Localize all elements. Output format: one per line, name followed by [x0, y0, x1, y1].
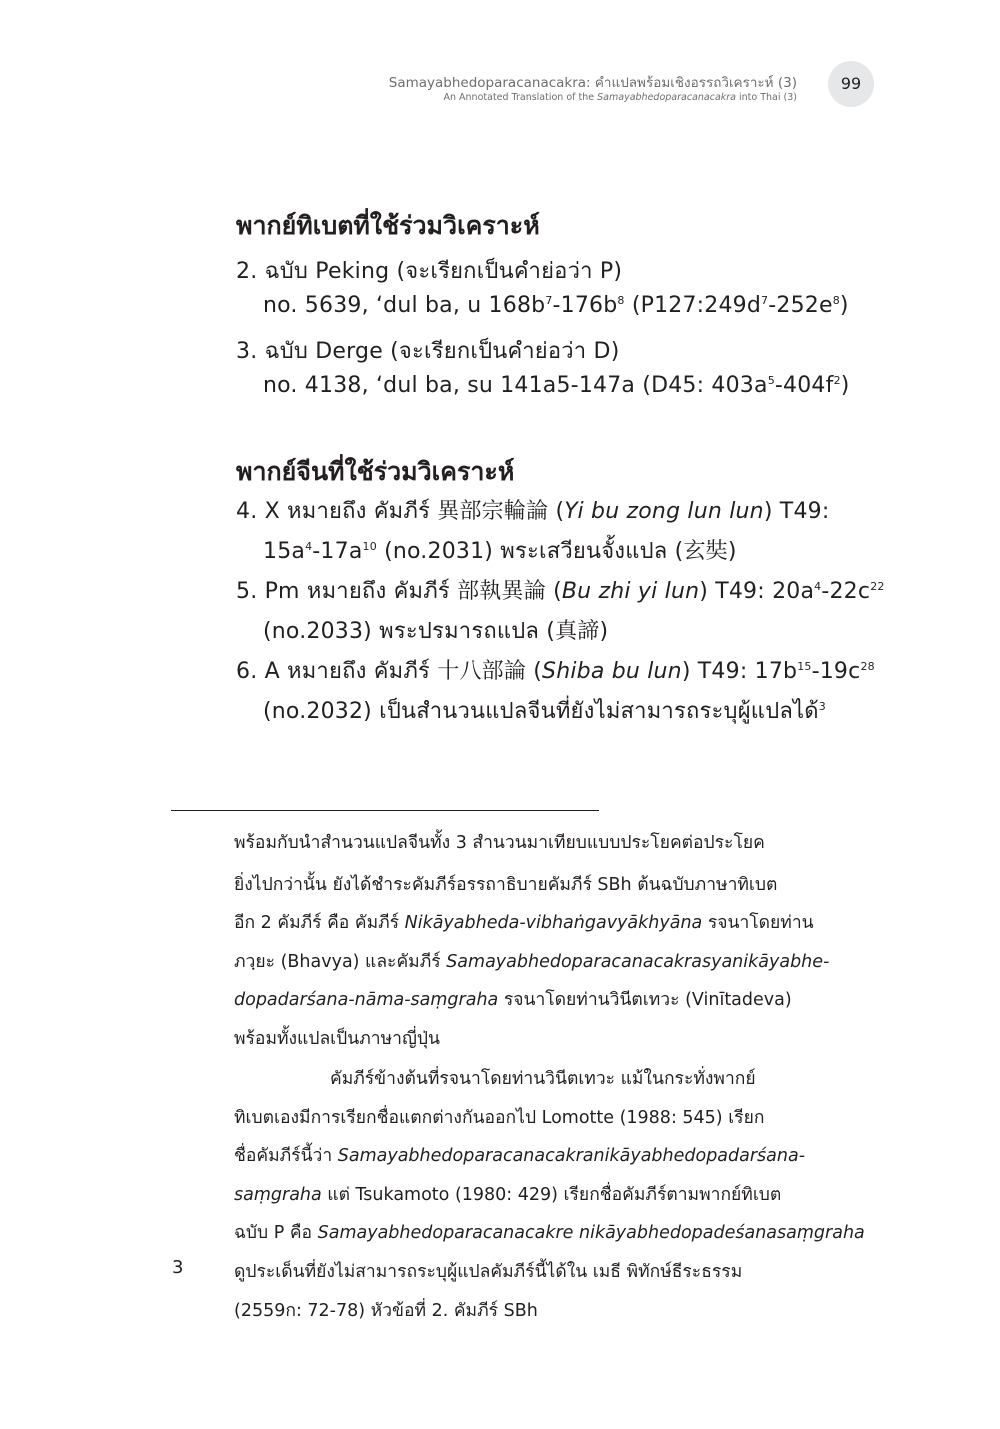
footnote-line: dopadarśana-nāma-saṃgraha รจนาโดยท่านวินีตเทวะ (Vinītadeva)	[234, 990, 792, 1010]
footnote-line: (2559ก: 72-78) หัวข้อที่ 2. คัมภีร์ SBh	[234, 1301, 538, 1321]
footnote-line: ทิเบตเองมีการเรียกชื่อแตกต่างกันออกไป Lomotte (1988: 545) เรียก	[234, 1108, 765, 1128]
footnote-line: ชื่อคัมภีร์นี้ว่า Samayabhedoparacanacakranikāyabhedopadarśana-	[234, 1146, 806, 1166]
item-5-pm-line2: (no.2033) พระปรมารถแปล (真諦)	[263, 619, 609, 644]
item-6-a-line1: 6. A หมายถึง คัมภีร์ 十八部論 (Shiba bu lun) T49: $17b^{15}-19c^{28}$	[236, 659, 875, 684]
footnote-line: ดูประเด็นที่ยังไม่สามารถระบุผู้แปลคัมภีร์นี้ได้ใน เมธี พิทักษ์ธีระธรรม	[234, 1262, 743, 1282]
chinese-section-heading: พากย์จีนที่ใช้ร่วมวิเคราะห์	[236, 457, 515, 486]
footnote-line: พร้อมทั้งแปลเป็นภาษาญี่ปุ่น	[234, 1029, 440, 1049]
footnote-line: ฉบับ P คือ Samayabhedoparacanacakre nikāyabhedopadeśanasaṃgraha	[234, 1223, 865, 1243]
footnote-line: อีก 2 คัมภีร์ คือ คัมภีร์ Nikāyabheda-vibhaṅgavyākhyāna รจนาโดยท่าน	[234, 913, 814, 933]
running-header-english: An Annotated Translation of the Samayabhedoparacanacakra into Thai (3)	[443, 92, 797, 103]
footnote-line: พร้อมกับนำสำนวนแปลจีนทั้ง 3 สำนวนมาเทียบแบบประโยคต่อประโยค	[234, 833, 765, 853]
item-2-peking-title: 2. ฉบับ Peking (จะเรียกเป็นคำย่อว่า P)	[236, 259, 623, 284]
running-header-thai: Samayabhedoparacanacakra: คำแปลพร้อมเชิงอรรถวิเคราะห์ (3)	[388, 75, 797, 91]
item-4-x-line1: 4. X หมายถึง คัมภีร์ 異部宗輪論 (Yi bu zong lun lun) T49:	[236, 499, 830, 524]
item-5-pm-line1: 5. Pm หมายถึง คัมภีร์ 部執異論 (Bu zhi yi lun) T49: $20a^4-22c^{22}$	[236, 579, 885, 604]
footnote-line: ยิ่งไปกว่านั้น ยังได้ชำระคัมภีร์อรรถาธิบายคัมภีร์ SBh ต้นฉบับภาษาทิเบต	[234, 875, 778, 895]
item-3-derge-title: 3. ฉบับ Derge (จะเรียกเป็นคำย่อว่า D)	[236, 339, 620, 364]
footnote-line: saṃgraha แต่ Tsukamoto (1980: 429) เรียกชื่อคัมภีร์ตามพากย์ทิเบต	[234, 1185, 782, 1205]
tibetan-section-heading: พากย์ทิเบตที่ใช้ร่วมวิเคราะห์	[236, 211, 540, 240]
footnote-number: 3	[172, 1257, 184, 1278]
footnote-line: ภวฺยะ (Bhavya) และคัมภีร์ Samayabhedoparacanacakrasyanikāyabhe-	[234, 952, 830, 972]
item-4-x-line2: $15a^4-17a^{10}$ (no.2031) พระเสวียนจั้งแปล (玄奘)	[263, 539, 737, 564]
item-2-peking-reference: no. 5639, ‘dul ba, u $168b^7-176b^8$ $(P127:249d^7-252e^8)$	[263, 293, 849, 318]
item-6-a-line2: (no.2032) เป็นสำนวนแปลจีนที่ยังไม่สามารถระบุผู้แปลได้$^3$	[263, 699, 826, 724]
footnote-paragraph-indent-line: คัมภีร์ข้างต้นที่รจนาโดยท่านวินีตเทวะ แม้ในกระทั่งพากย์	[330, 1069, 756, 1089]
footnote-separator	[171, 810, 599, 811]
page-number-badge: 99	[828, 61, 874, 107]
item-3-derge-reference: no. 4138, ‘dul ba, su 141a5-147a (D45: $403a^5-404f^2$)	[263, 373, 850, 398]
